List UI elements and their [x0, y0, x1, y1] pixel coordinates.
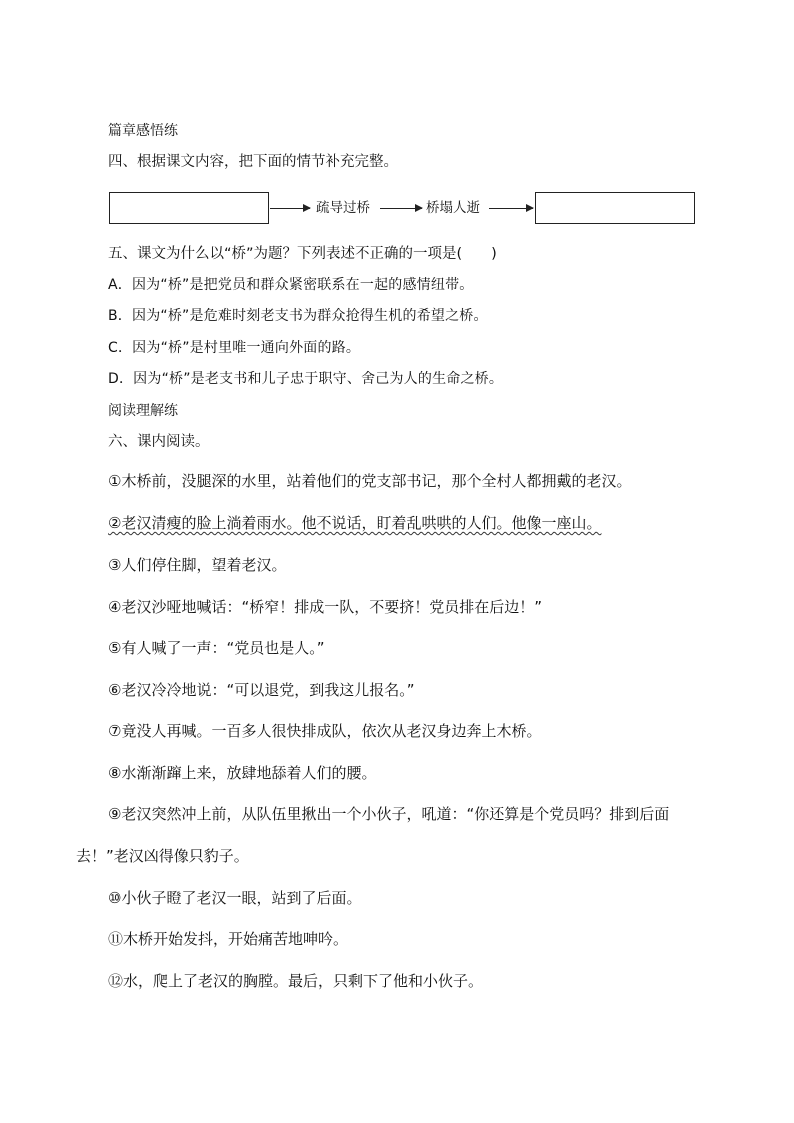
paragraph-1: ①木桥前，没腿深的水里，站着他们的党支部书记，那个全村人都拥戴的老汉。	[108, 472, 632, 490]
flow-arrow-3	[489, 208, 533, 209]
question-6: 六、课内阅读。	[108, 434, 210, 450]
flow-blank-box-2[interactable]	[535, 192, 695, 224]
paragraph-5: ⑤有人喊了一声：“党员也是人。”	[108, 639, 325, 657]
flow-arrow-1	[270, 208, 310, 209]
question-4: 四、根据课文内容，把下面的情节补充完整。	[108, 154, 398, 170]
section-title-chapter: 篇章感悟练	[108, 123, 178, 139]
flow-arrow-2	[380, 208, 422, 209]
paragraph-9-line-1: ⑨老汉突然冲上前，从队伍里揪出一个小伙子，吼道：“你还算是个党员吗？排到后面	[108, 805, 670, 823]
section-title-reading: 阅读理解练	[108, 403, 178, 419]
paragraph-4: ④老汉沙哑地喊话：“桥窄！排成一队，不要挤！党员排在后边！”	[108, 598, 542, 616]
paragraph-6: ⑥老汉冷冷地说：“可以退党，到我这儿报名。”	[108, 681, 415, 699]
question-5: 五、课文为什么以“桥”为题？下列表述不正确的一项是( )	[108, 246, 497, 262]
paragraph-7: ⑦竟没人再喊。一百多人很快排成队，依次从老汉身边奔上木桥。	[108, 722, 542, 740]
paragraph-12: ⑫水，爬上了老汉的胸膛。最后，只剩下了他和小伙子。	[108, 972, 484, 990]
paragraph-10: ⑩小伙子瞪了老汉一眼，站到了后面。	[108, 889, 362, 907]
paragraph-3: ③人们停住脚，望着老汉。	[108, 556, 287, 574]
paragraph-8: ⑧水渐渐蹿上来，放肆地舔着人们的腰。	[108, 764, 377, 782]
paragraph-9-line-2: 去！”老汉凶得像只豹子。	[76, 847, 249, 865]
flow-blank-box-1[interactable]	[109, 192, 269, 224]
option-a[interactable]: A．因为“桥”是把党员和群众紧密联系在一起的感情纽带。	[108, 277, 474, 293]
option-d[interactable]: D．因为“桥”是老支书和儿子忠于职守、舍己为人的生命之桥。	[108, 371, 504, 387]
flow-step-3: 桥塌人逝	[426, 200, 480, 216]
flow-step-2: 疏导过桥	[316, 200, 370, 216]
paragraph-2: ②老汉清瘦的脸上淌着雨水。他不说话，盯着乱哄哄的人们。他像一座山。	[108, 514, 602, 532]
option-b[interactable]: B．因为“桥”是危难时刻老支书为群众抢得生机的希望之桥。	[108, 308, 488, 324]
paragraph-11: ⑪木桥开始发抖，开始痛苦地呻吟。	[108, 930, 349, 948]
option-c[interactable]: C．因为“桥”是村里唯一通向外面的路。	[108, 340, 361, 356]
